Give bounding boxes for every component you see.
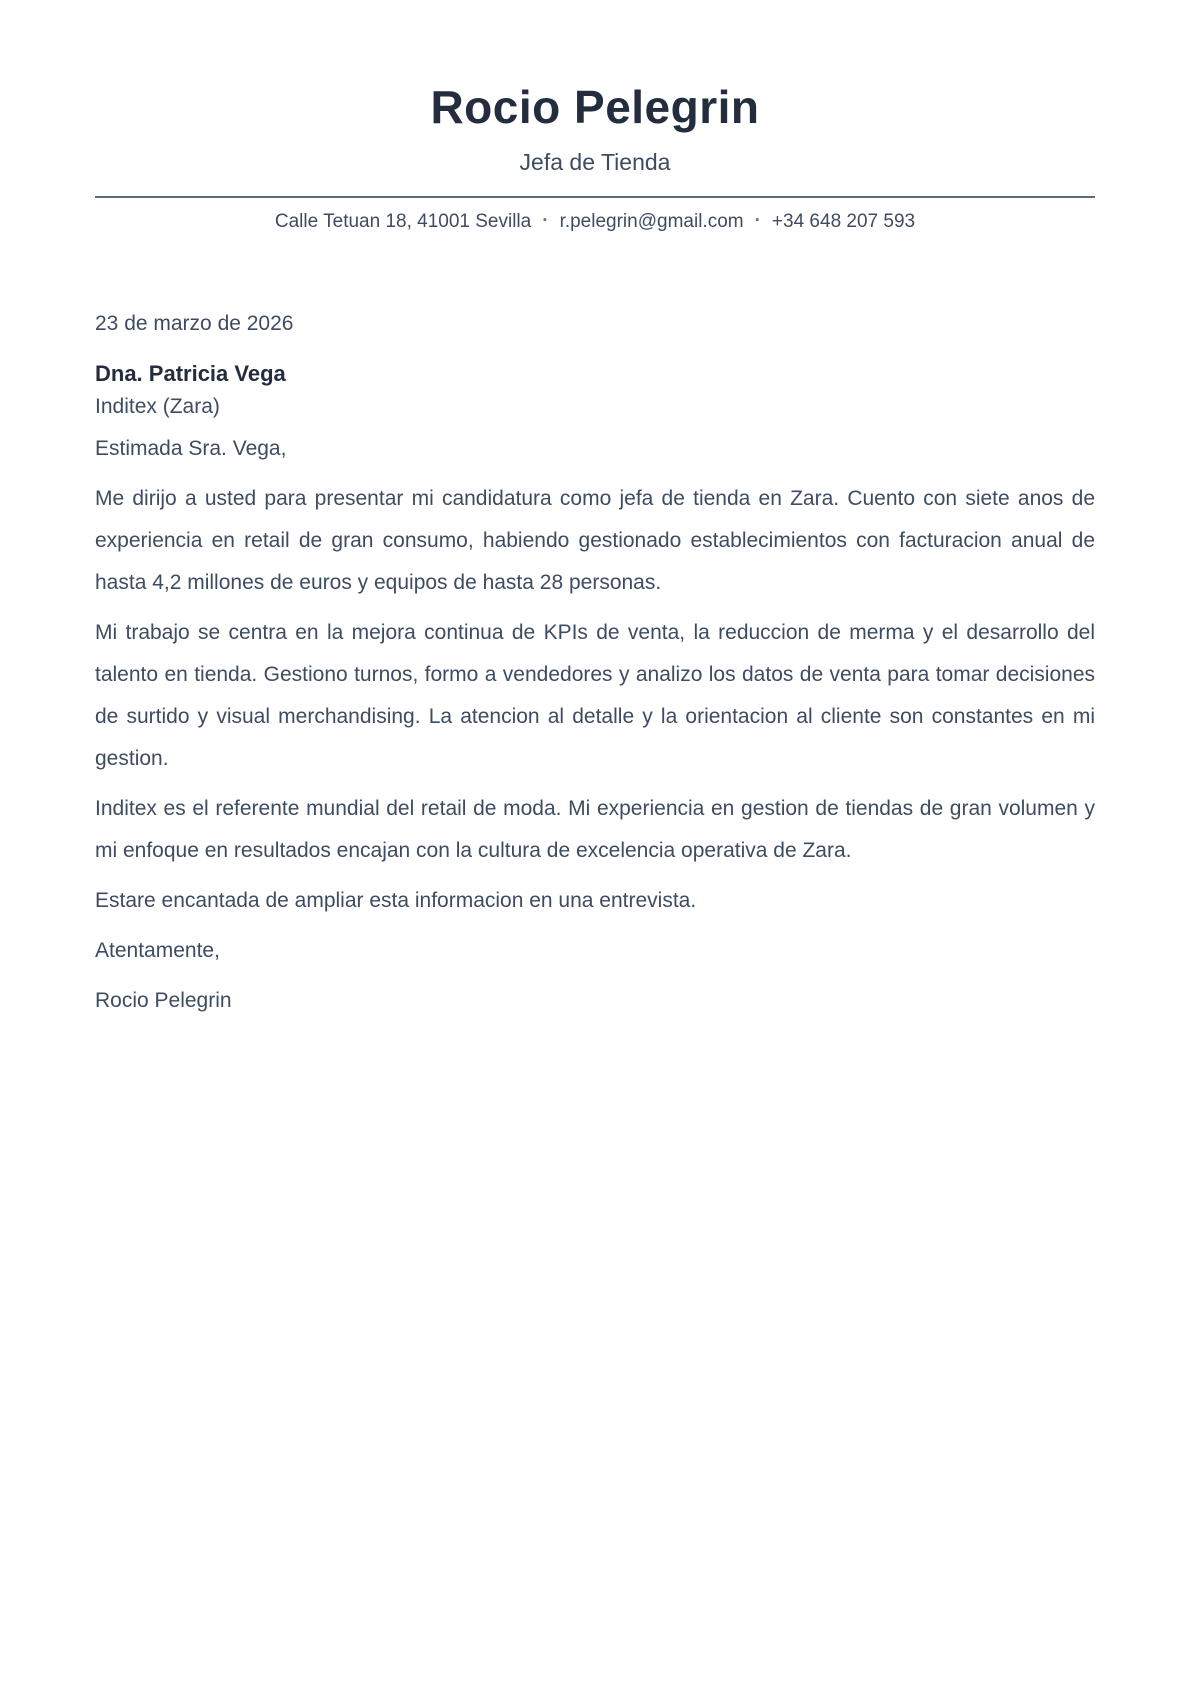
- salutation: Estimada Sra. Vega,: [95, 437, 287, 460]
- contact-separator-dot: ·: [542, 210, 549, 231]
- closing: Atentamente,: [95, 939, 220, 962]
- letter-paragraph: Mi trabajo se centra en la mejora continua de KPIs de venta, la reduccion de merma y el desarrollo del talento en tienda. Gestiono turnos, formo a vendedores y analizo los datos de venta para tomar decisiones de surtido y visual merchandising. La atencion al detalle y la orientacion al cliente son constantes en mi gestion.: [95, 621, 1095, 770]
- letter-paragraph: Inditex es el referente mundial del retail de moda. Mi experiencia en gestion de tiendas de gran volumen y mi enfoque en resultados encajan con la cultura de excelencia operativa de Zara.: [95, 797, 1095, 862]
- signature-name: Rocio Pelegrin: [95, 989, 232, 1012]
- contact-separator-dot: ·: [754, 210, 761, 231]
- job-title: Jefa de Tienda: [519, 149, 671, 175]
- contact-row: [0, 210, 1190, 233]
- recipient-name: Dna. Patricia Vega: [95, 361, 286, 386]
- applicant-name: Rocio Pelegrin: [430, 81, 760, 133]
- letter-paragraph-interview: Estare encantada de ampliar esta informacion en una entrevista.: [95, 889, 697, 912]
- contact-email: r.pelegrin@gmail.com: [559, 211, 744, 232]
- letter-body: [0, 311, 1190, 1022]
- letter-date: 23 de marzo de 2026: [95, 312, 294, 335]
- recipient-company: Inditex (Zara): [95, 395, 220, 418]
- header-divider: [95, 196, 1095, 198]
- letter-paragraph: Me dirijo a usted para presentar mi candidatura como jefa de tienda en Zara. Cuento con siete anos de experiencia en retail de gran consumo, habiendo gestionado establecimientos con facturacion anual de hasta 4,2 millones de euros y equipos de hasta 28 personas.: [95, 487, 1095, 594]
- contact-phone: +34 648 207 593: [771, 211, 916, 232]
- letter-header: [0, 0, 1190, 233]
- contact-address: Calle Tetuan 18, 41001 Sevilla: [274, 211, 532, 232]
